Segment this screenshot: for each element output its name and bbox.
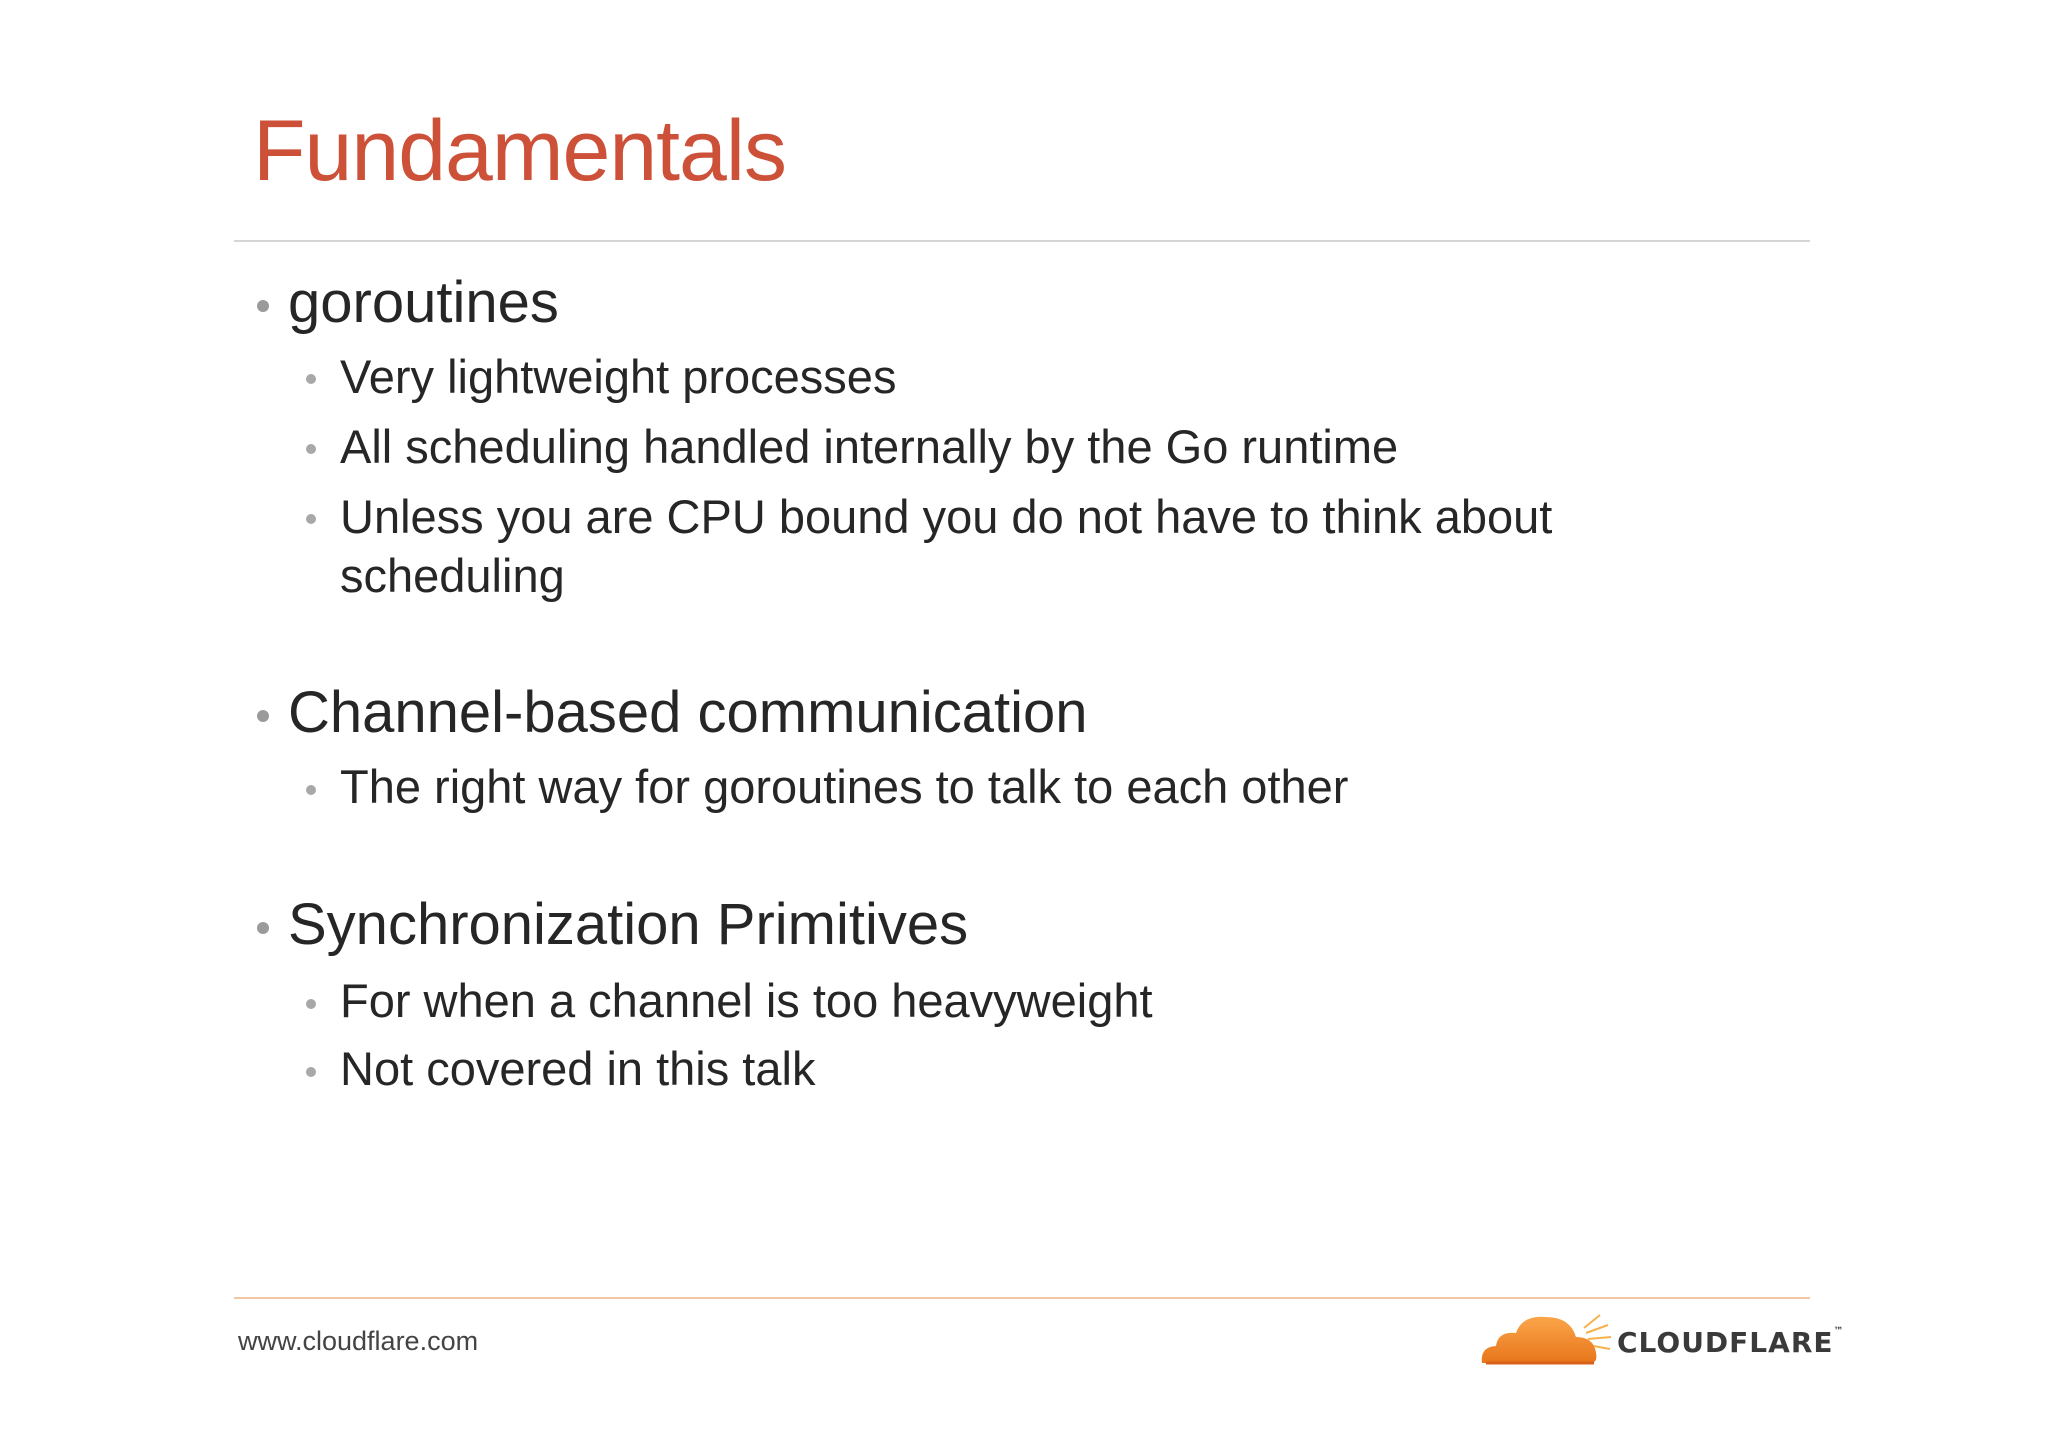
sub-bullet-dot [306,1067,316,1077]
sub-bullet: The right way for goroutines to talk to each other [340,760,1349,813]
footer-divider [234,1297,1810,1299]
bullet-dot [257,922,269,934]
cloudflare-logo-text: CLOUDFLARE™ [1617,1326,1845,1359]
sub-bullet: All scheduling handled internally by the Go runtime [340,420,1399,473]
slide-title: Fundamentals [253,103,786,199]
sub-bullet: For when a channel is too heavyweight [340,974,1153,1027]
sub-bullet: Not covered in this talk [340,1042,816,1095]
footer-url: www.cloudflare.com [238,1326,479,1356]
sub-bullet-dot [306,514,316,524]
sub-bullet: Very lightweight processes [340,350,897,403]
title-divider [234,240,1810,242]
sub-bullet-dot [306,999,316,1009]
bullet-heading: goroutines [288,270,559,335]
sub-bullet-dot [306,444,316,454]
sub-bullet-continuation: scheduling [340,549,565,602]
sub-bullet-dot [306,374,316,384]
sub-bullet-dot [306,785,316,795]
bullet-dot [257,710,269,722]
bullet-heading: Channel-based communication [288,680,1088,745]
cloudflare-cloud-icon [1478,1303,1613,1369]
bullet-heading: Synchronization Primitives [288,892,969,957]
sub-bullet: Unless you are CPU bound you do not have to think about [340,490,1553,543]
bullet-dot [257,300,269,312]
